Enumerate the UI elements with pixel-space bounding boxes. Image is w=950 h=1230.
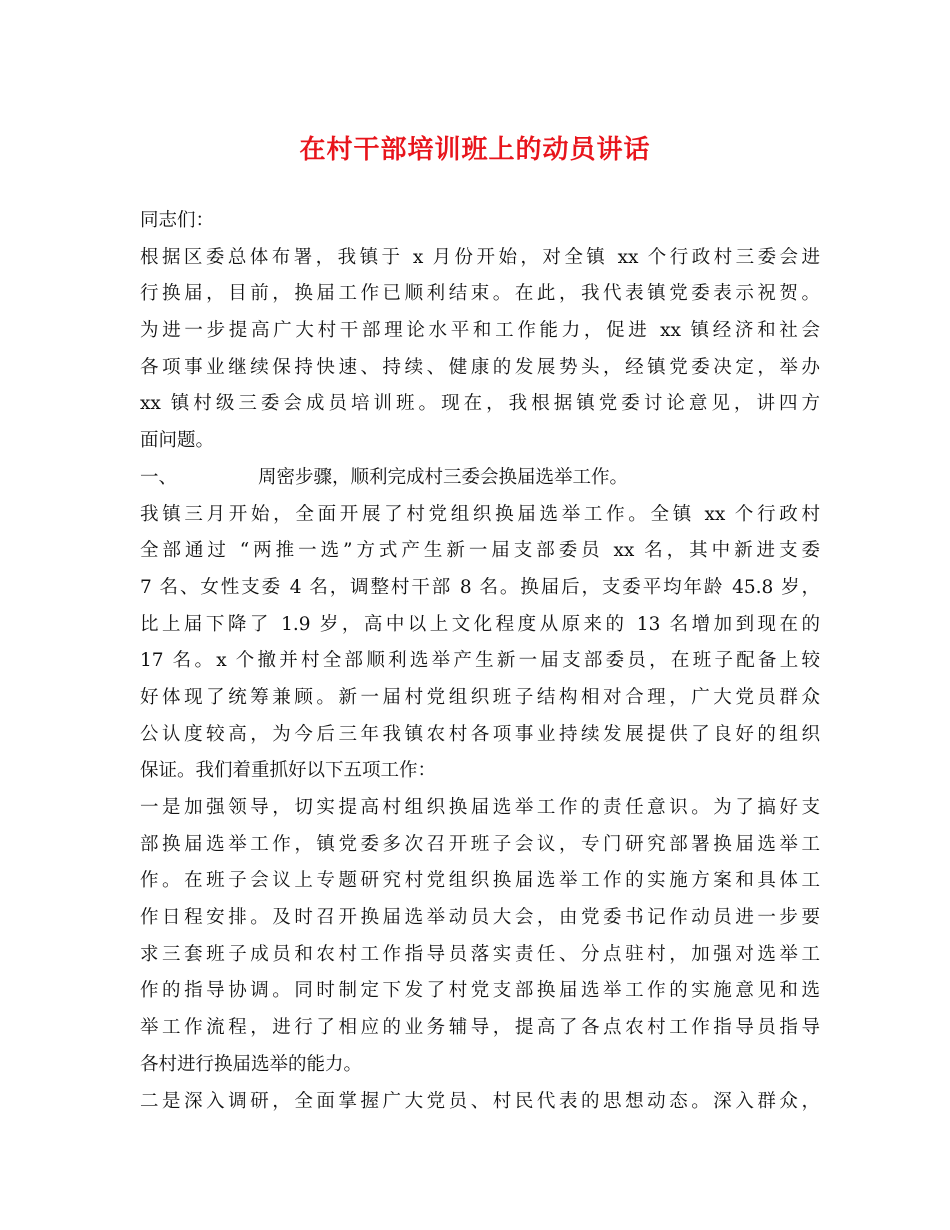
paragraph-line: 举工作流程，进行了相应的业务辅导，提高了各点农村工作指导员指导 — [140, 1017, 820, 1039]
paragraph-line: xx 镇村级三委会成员培训班。现在，我根据镇党委讨论意见，讲四方 — [140, 393, 820, 415]
page-title: 在村干部培训班上的动员讲话 — [299, 135, 651, 165]
paragraph-line: 作。在班子会议上专题研究村党组织换届选举工作的实施方案和具体工 — [140, 870, 820, 892]
section-heading-text: 周密步骤，顺利完成村三委会换届选举工作。 — [258, 466, 629, 488]
paragraph-line: 作的指导协调。同时制定下发了村党支部换届选举工作的实施意见和选 — [140, 980, 820, 1002]
paragraph-line: 一是加强领导，切实提高村组织换届选举工作的责任意识。为了搞好支 — [140, 797, 820, 818]
paragraph-line: 面问题。 — [140, 430, 215, 452]
paragraph-line: 二是深入调研，全面掌握广大党员、村民代表的思想动态。深入群众， — [140, 1090, 820, 1112]
section-number: 一、 — [140, 466, 178, 488]
paragraph-line: 各村进行换届选举的能力。 — [140, 1053, 363, 1075]
paragraph-line: 求三套班子成员和农村工作指导员落实责任、分点驻村，加强对选举工 — [140, 943, 820, 965]
document-body — [140, 203, 820, 1120]
paragraph-line: 公认度较高，为今后三年我镇农村各项事业持续发展提供了良好的组织 — [140, 723, 820, 745]
salutation: 同志们： — [140, 210, 215, 231]
paragraph-line: 比上届下降了 1.9 岁，高中以上文化程度从原来的 13 名增加到现在的 — [140, 613, 820, 635]
paragraph-line: 好体现了统筹兼顾。新一届村党组织班子结构相对合理，广大党员群众 — [140, 686, 820, 708]
paragraph-line: 7 名、女性支委 4 名，调整村干部 8 名。换届后，支委平均年龄 45.8 岁， — [140, 576, 820, 598]
paragraph-line: 17 名。x 个撤并村全部顺利选举产生新一届支部委员，在班子配备上较 — [140, 650, 820, 672]
paragraph-line: 保证。我们着重抓好以下五项工作： — [140, 760, 437, 782]
paragraph-line: 根据区委总体布署，我镇于 x 月份开始，对全镇 xx 个行政村三委会进 — [140, 246, 820, 268]
paragraph-line: 我镇三月开始，全面开展了村党组织换届选举工作。全镇 xx 个行政村 — [140, 503, 820, 525]
paragraph-line: 为进一步提高广大村干部理论水平和工作能力，促进 xx 镇经济和社会 — [140, 320, 820, 342]
paragraph-line: 作日程安排。及时召开换届选举动员大会，由党委书记作动员进一步要 — [140, 907, 820, 929]
paragraph-line: 全部通过 “两推一选”方式产生新一届支部委员 xx 名，其中新进支委 — [140, 540, 820, 562]
section-heading — [140, 460, 820, 497]
paragraph-line: 行换届，目前，换届工作已顺利结束。在此，我代表镇党委表示祝贺。 — [140, 283, 820, 305]
paragraph-line: 各项事业继续保持快速、持续、健康的发展势头，经镇党委决定，举办 — [140, 356, 820, 378]
paragraph-line: 部换届选举工作，镇党委多次召开班子会议，专门研究部署换届选举工 — [140, 833, 820, 855]
